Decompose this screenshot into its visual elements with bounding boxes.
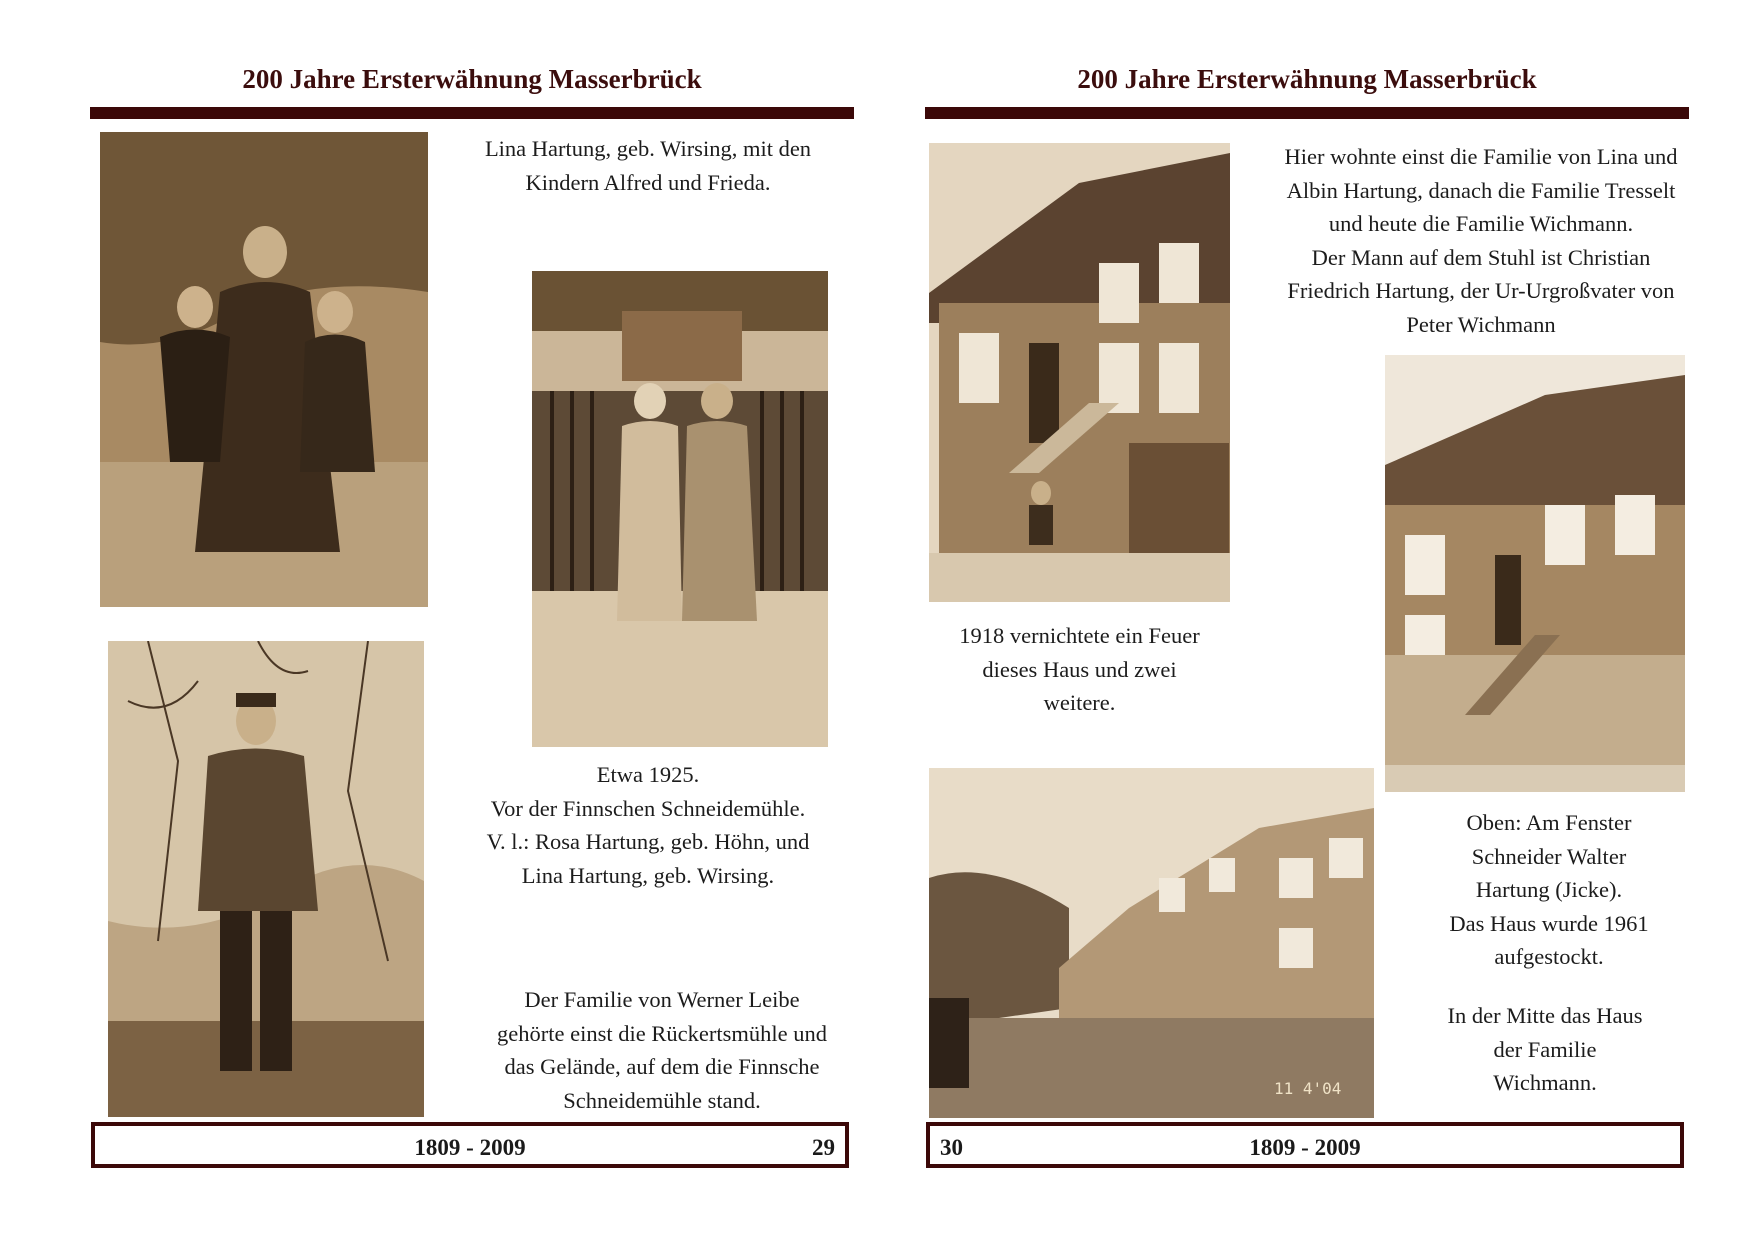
caption-oben: [1379, 806, 1719, 974]
page-footer: [926, 1122, 1684, 1168]
caption-lina: [448, 132, 848, 199]
caption-line: Lina Hartung, geb. Wirsing, mit den: [484, 136, 812, 161]
caption-mitte: [1375, 999, 1715, 1100]
photo-lina-with-children: [100, 132, 428, 607]
caption-line: Albin Hartung, danach die Familie Tresselt: [1286, 177, 1676, 203]
footer-years: 1809 - 2009: [414, 1135, 526, 1160]
header-rule: [90, 107, 854, 119]
caption-line: Oben: Am Fenster: [1466, 810, 1632, 835]
caption-line: V. l.: Rosa Hartung, geb. Höhn, und: [486, 829, 810, 854]
page-header-title: 200 Jahre Ersterwähnung Masserbrück: [1077, 64, 1537, 94]
caption-werner-leibe: [462, 983, 862, 1117]
header-rule: [925, 107, 1689, 119]
caption-line: Hartung (Jicke).: [1475, 877, 1623, 902]
caption-line: Friedrich Hartung, der Ur-Urgroßvater von: [1287, 278, 1675, 303]
caption-fire-1918: [929, 619, 1230, 720]
caption-line: Lina Hartung, geb. Wirsing.: [521, 862, 775, 888]
caption-line: gehörte einst die Rückertsmühle und: [497, 1020, 827, 1046]
caption-line: weitere.: [1043, 690, 1116, 715]
caption-line: Vor der Finnschen Schneidemühle.: [490, 795, 806, 821]
caption-line: das Gelände, auf dem die Finnsche: [504, 1054, 820, 1079]
caption-line: der Familie: [1493, 1036, 1597, 1062]
caption-line: Schneider Walter: [1471, 843, 1627, 869]
page-footer: [91, 1122, 849, 1168]
footer-years: 1809 - 2009: [1249, 1135, 1361, 1160]
caption-line: aufgestockt.: [1494, 944, 1604, 969]
caption-line: Wichmann.: [1493, 1070, 1597, 1095]
page-30: [877, 0, 1754, 1240]
caption-line: Der Mann auf dem Stuhl ist Christian: [1311, 244, 1651, 270]
photo-house-after-rebuild: [1385, 355, 1685, 792]
photo-old-house-with-man: [929, 143, 1230, 602]
photo-date-stamp: 11 4'04: [1274, 1079, 1342, 1098]
page-number: 29: [812, 1135, 835, 1160]
photo-werner-leibe: [108, 641, 424, 1117]
caption-line: Etwa 1925.: [596, 762, 700, 787]
caption-family: [1241, 140, 1721, 341]
caption-line: Der Familie von Werner Leibe: [524, 987, 800, 1012]
caption-line: Peter Wichmann: [1406, 311, 1556, 337]
caption-line: und heute die Familie Wichmann.: [1328, 211, 1634, 236]
caption-line: 1918 vernichtete ein Feuer: [959, 623, 1200, 648]
caption-line: dieses Haus und zwei: [982, 656, 1177, 682]
page-number: 30: [940, 1135, 963, 1160]
photo-two-women-sawmill: [532, 271, 828, 747]
caption-line: In der Mitte das Haus: [1447, 1003, 1643, 1028]
photo-modern-street: [929, 768, 1374, 1118]
caption-line: Kindern Alfred und Frieda.: [525, 169, 771, 195]
caption-line: Hier wohnte einst die Familie von Lina und: [1284, 144, 1678, 169]
caption-line: Das Haus wurde 1961: [1449, 910, 1649, 936]
caption-etwa-1925: [448, 758, 848, 892]
page-header-title: 200 Jahre Ersterwähnung Masserbrück: [242, 64, 702, 94]
caption-line: Schneidemühle stand.: [563, 1087, 761, 1113]
